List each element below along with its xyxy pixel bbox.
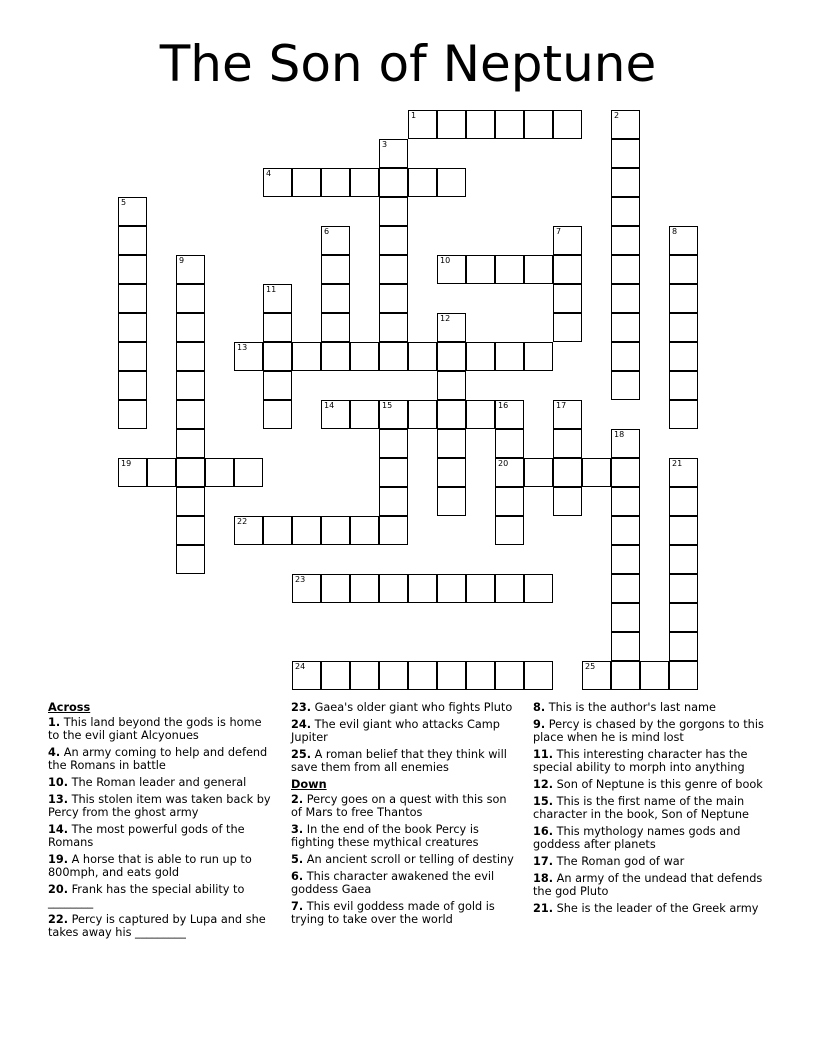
clue-number: 17 <box>556 401 567 410</box>
grid-cell[interactable] <box>611 632 640 661</box>
grid-cell[interactable] <box>379 313 408 342</box>
grid-cell[interactable] <box>292 342 321 371</box>
clue-item-number: 20. <box>48 883 69 896</box>
clue-item <box>533 902 769 915</box>
grid-cell[interactable] <box>118 313 147 342</box>
grid-cell[interactable] <box>350 661 379 690</box>
grid-cell[interactable] <box>611 661 640 690</box>
grid-cell[interactable] <box>292 168 321 197</box>
clue-item <box>48 716 276 742</box>
grid-cell[interactable] <box>321 284 350 313</box>
grid-cell[interactable] <box>379 458 408 487</box>
clue-number: 7 <box>556 227 562 236</box>
clue-item <box>48 746 276 772</box>
clue-number: 21 <box>672 459 683 468</box>
clue-number: 6 <box>324 227 330 236</box>
clue-column-2 <box>291 701 519 930</box>
clue-number: 24 <box>295 662 306 671</box>
grid-cell[interactable] <box>524 458 553 487</box>
grid-cell[interactable] <box>234 458 263 487</box>
clue-number: 18 <box>614 430 625 439</box>
grid-cell[interactable] <box>379 574 408 603</box>
grid-cell[interactable] <box>379 226 408 255</box>
grid-cell[interactable] <box>379 255 408 284</box>
clue-item-number: 7. <box>291 900 304 913</box>
grid-cell[interactable] <box>495 458 524 487</box>
clue-number: 20 <box>498 459 509 468</box>
clue-item <box>48 776 276 789</box>
grid-cell[interactable] <box>669 545 698 574</box>
clue-number: 10 <box>440 256 451 265</box>
grid-cell[interactable] <box>321 661 350 690</box>
grid-cell[interactable] <box>263 168 292 197</box>
grid-cell[interactable] <box>176 458 205 487</box>
clue-item <box>533 748 769 774</box>
grid-cell[interactable] <box>611 371 640 400</box>
clue-item-text: An army of the undead that defends the god Pluto <box>533 872 763 898</box>
clue-item <box>48 823 276 849</box>
clue-item-number: 3. <box>291 823 304 836</box>
grid-cell[interactable] <box>466 110 495 139</box>
grid-cell[interactable] <box>118 284 147 313</box>
grid-cell[interactable] <box>437 371 466 400</box>
clue-item <box>48 853 276 879</box>
grid-cell[interactable] <box>495 400 524 429</box>
grid-cell[interactable] <box>524 574 553 603</box>
grid-cell[interactable] <box>408 168 437 197</box>
grid-cell[interactable] <box>437 400 466 429</box>
grid-cell[interactable] <box>582 661 611 690</box>
clue-item <box>533 778 769 791</box>
clue-item-text: This character awakened the evil goddess Gaea <box>291 870 495 896</box>
clue-item-number: 24. <box>291 718 312 731</box>
grid-cell[interactable] <box>466 400 495 429</box>
grid-cell[interactable] <box>321 226 350 255</box>
grid-cell[interactable] <box>611 168 640 197</box>
clue-item <box>533 701 769 714</box>
grid-cell[interactable] <box>205 458 234 487</box>
clue-item <box>48 913 276 939</box>
clue-number: 22 <box>237 517 248 526</box>
grid-cell[interactable] <box>321 168 350 197</box>
clue-number: 19 <box>121 459 132 468</box>
grid-cell[interactable] <box>611 110 640 139</box>
grid-cell[interactable] <box>176 284 205 313</box>
grid-cell[interactable] <box>350 342 379 371</box>
grid-cell[interactable] <box>379 168 408 197</box>
clue-item-number: 17. <box>533 855 554 868</box>
grid-cell[interactable] <box>263 342 292 371</box>
clue-item <box>291 900 519 926</box>
grid-cell[interactable] <box>118 197 147 226</box>
grid-cell[interactable] <box>321 313 350 342</box>
grid-cell[interactable] <box>350 168 379 197</box>
grid-cell[interactable] <box>408 342 437 371</box>
clue-item-number: 9. <box>533 718 546 731</box>
grid-cell[interactable] <box>553 487 582 516</box>
clue-number: 1 <box>411 111 417 120</box>
grid-cell[interactable] <box>669 313 698 342</box>
clue-number: 14 <box>324 401 335 410</box>
grid-cell[interactable] <box>553 458 582 487</box>
grid-cell[interactable] <box>379 139 408 168</box>
grid-cell[interactable] <box>176 487 205 516</box>
grid-cell[interactable] <box>611 255 640 284</box>
across-heading: Across <box>48 701 91 714</box>
clue-item-number: 18. <box>533 872 554 885</box>
clue-item-number: 14. <box>48 823 69 836</box>
clue-item-text: This stolen item was taken back by Percy from the ghost army <box>48 793 271 819</box>
grid-cell[interactable] <box>176 545 205 574</box>
grid-cell[interactable] <box>379 197 408 226</box>
clue-item-text: Son of Neptune is this genre of book <box>553 778 763 791</box>
clue-number: 2 <box>614 111 620 120</box>
clue-item <box>48 883 276 909</box>
clue-item <box>291 748 519 774</box>
grid-cell[interactable] <box>495 110 524 139</box>
grid-cell[interactable] <box>437 458 466 487</box>
grid-cell[interactable] <box>379 284 408 313</box>
grid-cell[interactable] <box>437 429 466 458</box>
grid-cell[interactable] <box>118 371 147 400</box>
grid-cell[interactable] <box>321 400 350 429</box>
grid-cell[interactable] <box>118 400 147 429</box>
clue-item-text: This evil goddess made of gold is trying to take over the world <box>291 900 495 926</box>
clue-item <box>533 795 769 821</box>
grid-cell[interactable] <box>524 342 553 371</box>
grid-cell[interactable] <box>524 110 553 139</box>
grid-cell[interactable] <box>611 139 640 168</box>
clue-item <box>291 701 519 714</box>
clue-number: 9 <box>179 256 185 265</box>
clue-item <box>48 793 276 819</box>
clue-item-number: 13. <box>48 793 69 806</box>
grid-cell[interactable] <box>669 603 698 632</box>
grid-cell[interactable] <box>611 197 640 226</box>
grid-cell[interactable] <box>669 632 698 661</box>
grid-cell[interactable] <box>669 458 698 487</box>
clue-item <box>291 718 519 744</box>
grid-cell[interactable] <box>292 574 321 603</box>
grid-cell[interactable] <box>176 516 205 545</box>
clue-item-text: Percy goes on a quest with this son of Mars to free Thantos <box>291 793 507 819</box>
grid-cell[interactable] <box>118 226 147 255</box>
grid-cell[interactable] <box>379 661 408 690</box>
clue-item-number: 5. <box>291 853 304 866</box>
clue-item-text: A roman belief that they think will save them from all enemies <box>291 748 507 774</box>
clue-item-text: The evil giant who attacks Camp Jupiter <box>291 718 500 744</box>
grid-cell[interactable] <box>379 400 408 429</box>
grid-cell[interactable] <box>118 255 147 284</box>
grid-cell[interactable] <box>553 255 582 284</box>
grid-cell[interactable] <box>263 516 292 545</box>
grid-cell[interactable] <box>379 487 408 516</box>
clue-item-number: 15. <box>533 795 554 808</box>
clue-item-text: This mythology names gods and goddess after planets <box>533 825 741 851</box>
grid-cell[interactable] <box>611 516 640 545</box>
grid-cell[interactable] <box>437 255 466 284</box>
clue-number: 11 <box>266 285 277 294</box>
grid-cell[interactable] <box>408 661 437 690</box>
grid-cell[interactable] <box>176 429 205 458</box>
clue-item-number: 16. <box>533 825 554 838</box>
grid-cell[interactable] <box>437 110 466 139</box>
grid-cell[interactable] <box>408 574 437 603</box>
grid-cell[interactable] <box>147 458 176 487</box>
clue-number: 23 <box>295 575 306 584</box>
grid-cell[interactable] <box>321 574 350 603</box>
grid-cell[interactable] <box>350 516 379 545</box>
clue-column-3 <box>533 701 769 919</box>
clue-item-number: 12. <box>533 778 554 791</box>
puzzle-title: The Son of Neptune <box>159 35 657 93</box>
clue-item-number: 6. <box>291 870 304 883</box>
clue-item-text: This is the author's last name <box>545 701 716 714</box>
grid-cell[interactable] <box>669 342 698 371</box>
clue-item-number: 22. <box>48 913 69 926</box>
grid-cell[interactable] <box>611 574 640 603</box>
clue-item-number: 25. <box>291 748 312 761</box>
clue-number: 15 <box>382 401 393 410</box>
clue-number: 12 <box>440 314 451 323</box>
grid-cell[interactable] <box>611 545 640 574</box>
clue-item-text: This interesting character has the special ability to morph into anything <box>533 748 748 774</box>
grid-cell[interactable] <box>292 516 321 545</box>
grid-cell[interactable] <box>669 487 698 516</box>
clue-item-text: An army coming to help and defend the Romans in battle <box>48 746 268 772</box>
grid-cell[interactable] <box>379 516 408 545</box>
grid-cell[interactable] <box>669 400 698 429</box>
grid-cell[interactable] <box>669 574 698 603</box>
grid-cell[interactable] <box>495 516 524 545</box>
grid-cell[interactable] <box>321 342 350 371</box>
clue-item-number: 8. <box>533 701 546 714</box>
grid-cell[interactable] <box>263 400 292 429</box>
grid-cell[interactable] <box>553 110 582 139</box>
clue-item-text: Percy is captured by Lupa and she takes away his _________ <box>48 913 266 939</box>
grid-cell[interactable] <box>466 661 495 690</box>
clue-number: 25 <box>585 662 596 671</box>
clue-number: 13 <box>237 343 248 352</box>
grid-cell[interactable] <box>669 661 698 690</box>
clue-item-number: 23. <box>291 701 312 714</box>
grid-cell[interactable] <box>176 342 205 371</box>
grid-cell[interactable] <box>495 661 524 690</box>
grid-cell[interactable] <box>350 400 379 429</box>
grid-cell[interactable] <box>553 400 582 429</box>
clue-item-number: 2. <box>291 793 304 806</box>
grid-cell[interactable] <box>321 255 350 284</box>
grid-cell[interactable] <box>437 168 466 197</box>
clue-item <box>533 872 769 898</box>
grid-cell[interactable] <box>669 226 698 255</box>
grid-cell[interactable] <box>669 371 698 400</box>
grid-cell[interactable] <box>379 342 408 371</box>
clue-number: 8 <box>672 227 678 236</box>
grid-cell[interactable] <box>408 110 437 139</box>
clue-item-text: A horse that is able to run up to 800mph, and eats gold <box>48 853 252 879</box>
grid-cell[interactable] <box>524 661 553 690</box>
grid-cell[interactable] <box>611 603 640 632</box>
grid-cell[interactable] <box>437 574 466 603</box>
grid-cell[interactable] <box>611 487 640 516</box>
grid-cell[interactable] <box>524 255 553 284</box>
grid-cell[interactable] <box>495 574 524 603</box>
grid-cell[interactable] <box>669 255 698 284</box>
grid-cell[interactable] <box>466 342 495 371</box>
grid-cell[interactable] <box>611 226 640 255</box>
clue-item-text: The most powerful gods of the Romans <box>48 823 245 849</box>
grid-cell[interactable] <box>495 429 524 458</box>
grid-cell[interactable] <box>553 313 582 342</box>
clue-number: 3 <box>382 140 388 149</box>
grid-cell[interactable] <box>553 429 582 458</box>
grid-cell[interactable] <box>495 342 524 371</box>
grid-cell[interactable] <box>263 313 292 342</box>
clue-item <box>533 825 769 851</box>
clue-item <box>291 870 519 896</box>
clue-item-text: The Roman god of war <box>553 855 685 868</box>
grid-cell[interactable] <box>640 661 669 690</box>
grid-cell[interactable] <box>669 516 698 545</box>
grid-cell[interactable] <box>582 458 611 487</box>
grid-cell[interactable] <box>437 342 466 371</box>
clue-item-text: Frank has the special ability to ________ <box>48 883 245 909</box>
clue-item-text: This land beyond the gods is home to the evil giant Alcyonues <box>48 716 262 742</box>
clue-column-1 <box>48 701 276 943</box>
clue-item-text: In the end of the book Percy is fighting these mythical creatures <box>291 823 479 849</box>
clue-item <box>533 718 769 744</box>
grid-cell[interactable] <box>263 371 292 400</box>
clue-item-number: 21. <box>533 902 554 915</box>
clue-item-text: She is the leader of the Greek army <box>553 902 759 915</box>
grid-cell[interactable] <box>437 313 466 342</box>
grid-cell[interactable] <box>495 487 524 516</box>
grid-cell[interactable] <box>234 516 263 545</box>
grid-cell[interactable] <box>466 255 495 284</box>
grid-cell[interactable] <box>292 661 321 690</box>
clue-item-text: Percy is chased by the gorgons to this place when he is mind lost <box>533 718 764 744</box>
clue-item-number: 1. <box>48 716 61 729</box>
grid-cell[interactable] <box>176 313 205 342</box>
grid-cell[interactable] <box>176 400 205 429</box>
clue-item-text: This is the first name of the main character in the book, Son of Neptune <box>533 795 750 821</box>
clue-number: 4 <box>266 169 272 178</box>
grid-cell[interactable] <box>234 342 263 371</box>
grid-cell[interactable] <box>321 516 350 545</box>
grid-cell[interactable] <box>611 313 640 342</box>
clue-item-text: The Roman leader and general <box>68 776 247 789</box>
clue-item <box>291 853 519 866</box>
grid-cell[interactable] <box>263 284 292 313</box>
grid-cell[interactable] <box>553 226 582 255</box>
grid-cell[interactable] <box>553 284 582 313</box>
grid-cell[interactable] <box>408 400 437 429</box>
clue-item-number: 4. <box>48 746 61 759</box>
grid-cell[interactable] <box>669 284 698 313</box>
grid-cell[interactable] <box>437 487 466 516</box>
clue-item <box>533 855 769 868</box>
clue-item-number: 11. <box>533 748 554 761</box>
grid-cell[interactable] <box>466 574 495 603</box>
grid-cell[interactable] <box>611 284 640 313</box>
grid-cell[interactable] <box>495 255 524 284</box>
clue-item <box>291 793 519 819</box>
clue-item-number: 10. <box>48 776 69 789</box>
clue-item-text: An ancient scroll or telling of destiny <box>303 853 514 866</box>
grid-cell[interactable] <box>611 458 640 487</box>
grid-cell[interactable] <box>350 574 379 603</box>
down-heading: Down <box>291 778 327 791</box>
grid-cell[interactable] <box>176 371 205 400</box>
clue-item-text: Gaea's older giant who fights Pluto <box>311 701 513 714</box>
grid-cell[interactable] <box>118 342 147 371</box>
clue-item <box>291 823 519 849</box>
grid-cell[interactable] <box>611 342 640 371</box>
grid-cell[interactable] <box>176 255 205 284</box>
grid-cell[interactable] <box>118 458 147 487</box>
clue-number: 5 <box>121 198 127 207</box>
clue-item-number: 19. <box>48 853 69 866</box>
grid-cell[interactable] <box>611 429 640 458</box>
clue-number: 16 <box>498 401 509 410</box>
grid-cell[interactable] <box>379 429 408 458</box>
grid-cell[interactable] <box>437 661 466 690</box>
